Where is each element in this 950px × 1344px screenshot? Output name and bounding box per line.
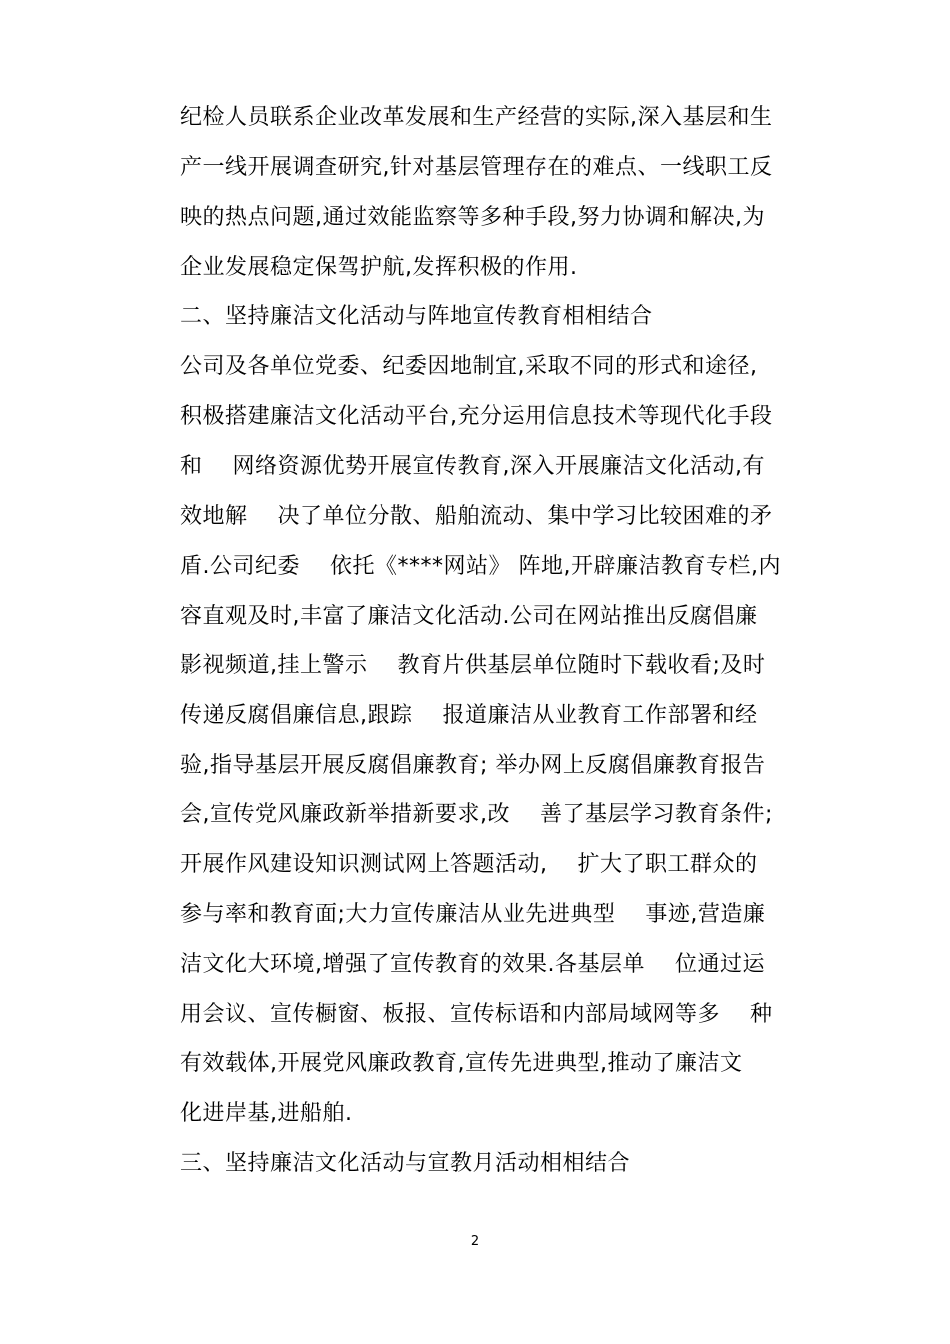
- section-heading: 三、坚持廉洁文化活动与宣教月活动相相结合: [180, 1151, 631, 1176]
- text-line: 容直观及时,丰富了廉洁文化活动.公司在网站推出反腐倡廉: [180, 604, 758, 629]
- text-line: 影视频道,挂上警示 教育片供基层单位随时下载收看;及时: [180, 653, 766, 678]
- text-line: 开展作风建设知识测试网上答题活动, 扩大了职工群众的: [180, 852, 758, 877]
- text-line: 洁文化大环境,增强了宣传教育的效果.各基层单 位通过运: [180, 952, 765, 977]
- section-heading: 二、坚持廉洁文化活动与阵地宣传教育相相结合: [180, 304, 653, 329]
- text-line: 和 网络资源优势开展宣传教育,深入开展廉洁文化活动,有: [180, 454, 765, 479]
- text-line: 纪检人员联系企业改革发展和生产经营的实际,深入基层和生: [180, 105, 773, 130]
- text-line: 产一线开展调查研究,针对基层管理存在的难点、一线职工反: [180, 155, 773, 180]
- text-line: 盾.公司纪委 依托《****网站》 阵地,开辟廉洁教育专栏,内: [180, 554, 781, 579]
- text-line: 效地解 决了单位分散、船舶流动、集中学习比较困难的矛: [180, 504, 773, 529]
- text-line: 参与率和教育面;大力宣传廉洁从业先进典型 事迹,营造廉: [180, 902, 766, 927]
- text-line: 用会议、宣传橱窗、板报、宣传标语和内部局域网等多 种: [180, 1002, 773, 1027]
- page-number: 2: [470, 1234, 480, 1249]
- text-line: 传递反腐倡廉信息,跟踪 报道廉洁从业教育工作部署和经: [180, 703, 758, 728]
- text-line: 企业发展稳定保驾护航,发挥积极的作用.: [180, 255, 578, 280]
- text-line: 会,宣传党风廉政新举措新要求,改 善了基层学习教育条件;: [180, 802, 773, 827]
- text-line: 积极搭建廉洁文化活动平台,充分运用信息技术等现代化手段: [180, 404, 773, 429]
- text-line: 映的热点问题,通过效能监察等多种手段,努力协调和解决,为: [180, 205, 765, 230]
- text-line: 公司及各单位党委、纪委因地制宜,采取不同的形式和途径,: [180, 354, 758, 379]
- text-line: 化进岸基,进船舶.: [180, 1101, 353, 1126]
- text-line: 验,指导基层开展反腐倡廉教育; 举办网上反腐倡廉教育报告: [180, 753, 766, 778]
- text-line: 有效载体,开展党风廉政教育,宣传先进典型,推动了廉洁文: [180, 1051, 743, 1076]
